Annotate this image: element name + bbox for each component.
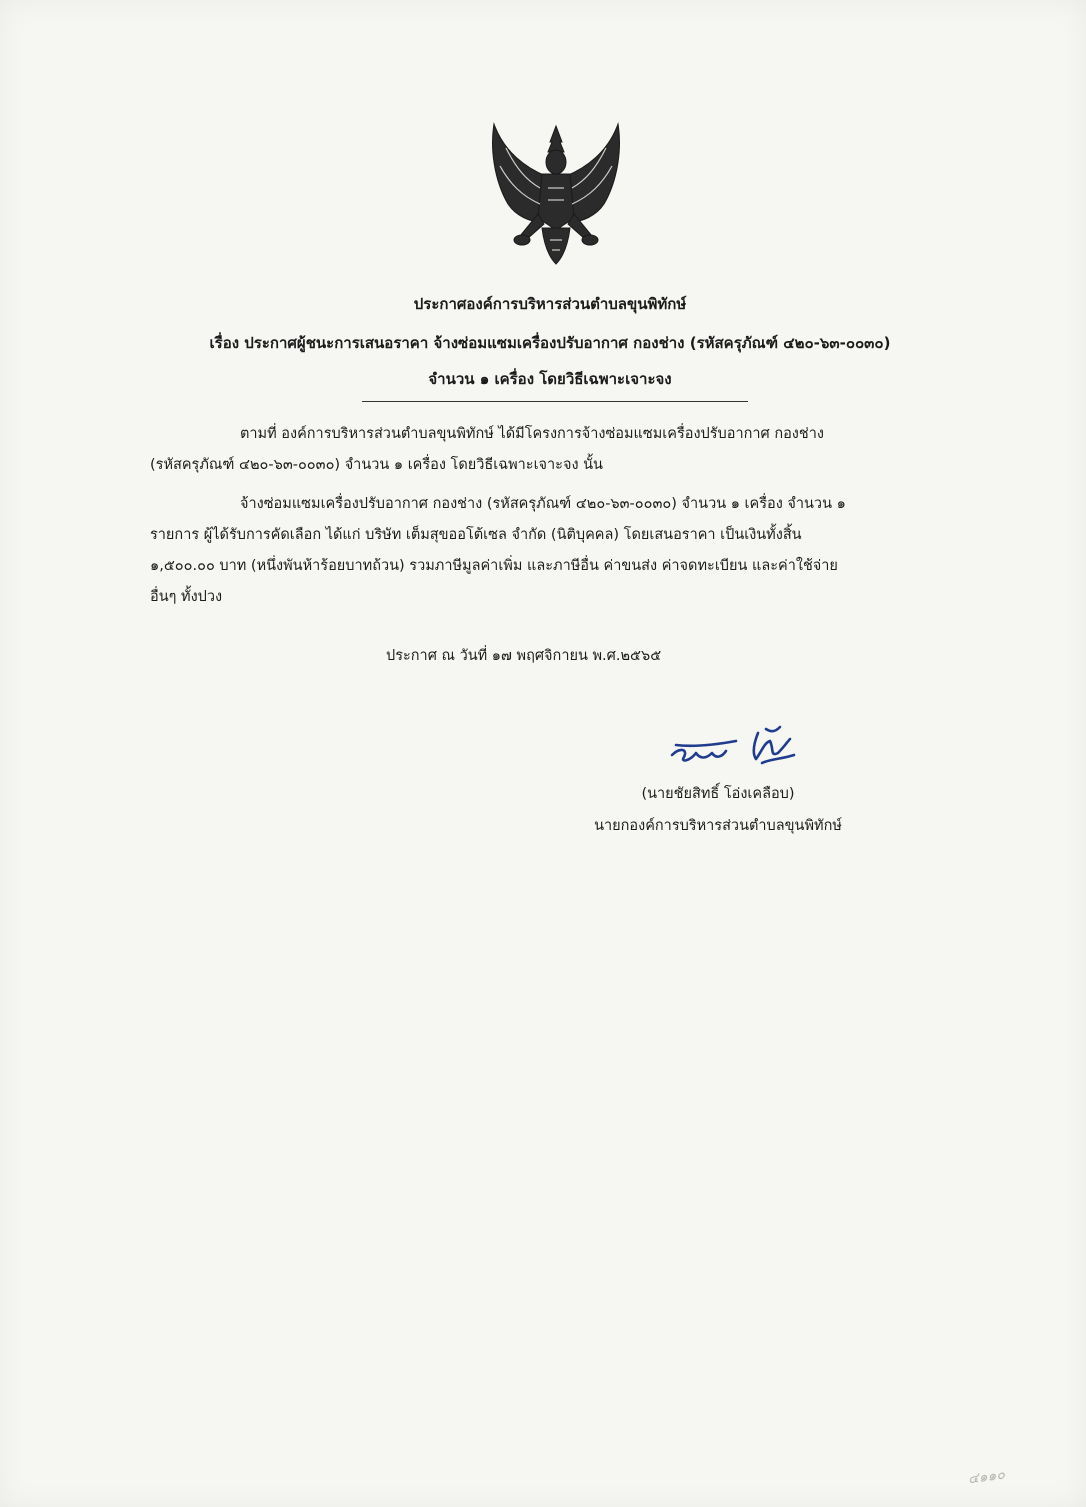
signer-name: (นายชัยสิทธิ์ โอ่งเคลือบ) (641, 786, 795, 802)
paragraph-line: จ้างซ่อมแซมเครื่องปรับอากาศ กองช่าง (รหัสครุภัณฑ์ ๔๒๐-๖๓-๐๐๓๐) จำนวน ๑ เครื่อง จำนวน ๑ (240, 496, 846, 512)
paragraph-line: อื่นๆ ทั้งปวง (150, 589, 223, 605)
header-divider (362, 401, 748, 402)
garuda-emblem-icon (486, 118, 626, 268)
paragraph-background (150, 419, 950, 481)
announcement-subject: เรื่อง ประกาศผู้ชนะการเสนอราคา จ้างซ่อมแซมเครื่องปรับอากาศ กองช่าง (รหัสครุภัณฑ์ ๔๒๐-๖๓-๐๐๓๐) (209, 334, 891, 352)
announcement-date: ประกาศ ณ วันที่ ๑๗ พฤศจิกายน พ.ศ.๒๕๖๕ (386, 648, 662, 664)
paragraph-award-details (150, 489, 950, 613)
paragraph-line: ๑,๕๐๐.๐๐ บาท (หนึ่งพันห้าร้อยบาทถ้วน) รวมภาษีมูลค่าเพิ่ม และภาษีอื่น ค่าขนส่ง ค่าจดทะเบียน และค่าใช้จ่าย (150, 558, 838, 574)
margin-note: ๔๑๑๐ (967, 1466, 1006, 1488)
signer-title: นายกองค์การบริหารส่วนตำบลขุนพิทักษ์ (594, 818, 842, 834)
paragraph-line: ตามที่ องค์การบริหารส่วนตำบลขุนพิทักษ์ ได้มีโครงการจ้างซ่อมแซมเครื่องปรับอากาศ กองช่าง (240, 426, 824, 442)
paragraph-line: (รหัสครุภัณฑ์ ๔๒๐-๖๓-๐๐๓๐) จำนวน ๑ เครื่อง โดยวิธีเฉพาะเจาะจง นั้น (150, 457, 603, 473)
paragraph-line: รายการ ผู้ได้รับการคัดเลือก ได้แก่ บริษัท เต็มสุขออโต้เซล จำกัด (นิติบุคคล) โดยเสนอราคา เป็นเงินทั้งสิ้น (150, 527, 802, 543)
handwritten-signature (666, 725, 802, 773)
announcement-issuer: ประกาศองค์การบริหารส่วนตำบลขุนพิทักษ์ (413, 295, 687, 313)
announcement-subject-continued: จำนวน ๑ เครื่อง โดยวิธีเฉพาะเจาะจง (428, 370, 672, 388)
